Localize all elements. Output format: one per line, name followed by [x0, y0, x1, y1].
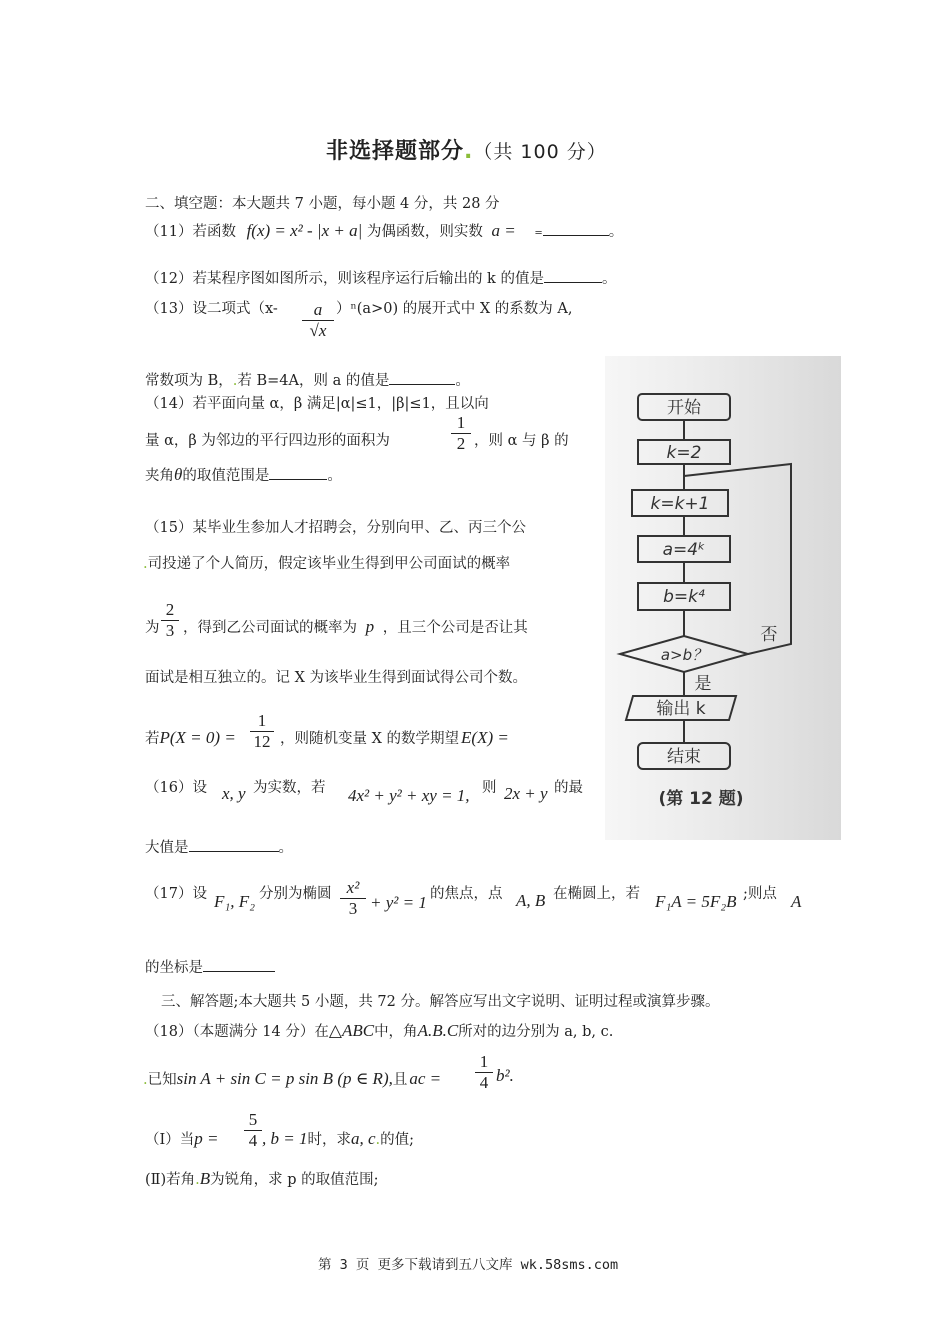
q14-line2b: ，则 α 与 β 的 [474, 433, 569, 449]
q18-line2 [143, 1068, 441, 1089]
q14-frac-den: 2 [456, 434, 466, 453]
q13-frac-den: √x [309, 321, 327, 340]
q18-prefix: （18）（本题满分 14 分）在 [145, 1024, 329, 1040]
q13-line1 [145, 297, 278, 318]
q15-line1: （15）某毕业生参加人才招聘会，分别向甲、乙、丙三个公 [145, 520, 526, 536]
q15-line5a: 若 [145, 731, 160, 747]
title-sub: （共 100 分） [473, 141, 607, 163]
q15-ex: E(X) = [461, 728, 509, 747]
q17-frac-den: 3 [348, 899, 358, 918]
q16-then: 则 [482, 780, 497, 796]
q14-end: 。 [327, 468, 342, 484]
q16-line2 [145, 836, 293, 857]
q13-end: 。 [455, 373, 470, 389]
q17-fraction [340, 878, 366, 919]
q11-formula: f(x) = x² - |x + a| [246, 221, 363, 240]
q17-tail: ;则点 [743, 886, 777, 902]
q15-line2-text: 司投递了个人简历，假定该毕业生得到甲公司面试的概率 [147, 556, 511, 572]
q12 [145, 267, 616, 288]
q18-line1 [145, 1020, 613, 1041]
q13-frac-num: a [302, 300, 334, 321]
q17-line2 [145, 956, 275, 977]
q18-part2a: (Ⅱ)若角 [145, 1172, 196, 1188]
q14-line3b: 的取值范围是 [182, 468, 270, 484]
q17-pts: A, B [516, 891, 546, 910]
q15-p: p [365, 617, 375, 636]
flow-init-label: k=2 [666, 443, 702, 463]
q15-line5b: ，则随机变量 X 的数学期望 [280, 731, 460, 747]
q18-b2: b². [496, 1066, 514, 1085]
q15-frac-den: 3 [165, 621, 175, 640]
q18-condition: sin A + sin C = p sin B (p ∈ R), [176, 1069, 393, 1088]
q18-part1-fraction [244, 1110, 262, 1151]
flow-decision-label: a>b？ [660, 646, 708, 664]
q18-part1d: 的值; [380, 1132, 415, 1148]
q16-end: 。 [278, 840, 293, 856]
q13-dot: . [232, 373, 238, 389]
q13-fraction [302, 300, 334, 341]
q16-tail: 的最 [554, 780, 583, 796]
title-dot: . [464, 139, 474, 164]
flow-end-label: 结束 [667, 747, 701, 767]
q17-eq: + y² = 1 [370, 893, 427, 912]
q14-line3 [145, 464, 342, 485]
q15-frac2-den: 12 [253, 732, 271, 751]
q13-line2b: 若 B=4A，则 a 的值是 [237, 373, 390, 389]
q18-part1a: （Ⅰ）当 [145, 1132, 195, 1148]
q13-prefix: （13）设二项式（x- [145, 301, 278, 317]
q12-end: 。 [601, 271, 617, 287]
q18-part1c: 时，求 [307, 1132, 351, 1148]
flow-output-label: 输出 k [656, 699, 706, 719]
q14-theta: θ [174, 465, 183, 484]
q18-part1-ac: a, c [350, 1129, 376, 1148]
q16-mid: 为实数，若 [253, 780, 326, 796]
flow-start-label: 开始 [667, 398, 701, 418]
flow-yes-label: 是 [694, 674, 712, 694]
q16-answer-blank[interactable] [189, 837, 279, 852]
q18-line2a: 已知 [147, 1072, 177, 1088]
q15-dot: . [143, 556, 148, 572]
q12-text: （12）若某程序图如图所示，则该程序运行后输出的 k 的值是 [145, 271, 544, 287]
q18-ac: ac = [409, 1069, 442, 1088]
q18-frac-den: 4 [479, 1073, 489, 1092]
q18-part2c: 为锐角，求 p 的取值范围; [210, 1172, 379, 1188]
flow-caption: (第 12 题) [658, 789, 744, 809]
q17-vec: F₁A = 5F₂B [655, 892, 737, 911]
q15-fraction2 [250, 711, 274, 752]
q16-expr: 2x + y [504, 784, 548, 803]
q11 [145, 220, 623, 241]
q18-part1-p: p = [194, 1129, 219, 1148]
q18-part1-tail [262, 1128, 414, 1149]
flow-step2-label: a=4ᵏ [662, 540, 706, 560]
flow-step1-label: k=k+1 [650, 494, 710, 514]
q11-mid: 为偶函数，则实数 [366, 224, 483, 240]
q11-answer-blank[interactable] [543, 221, 609, 236]
q14-frac-num: 1 [451, 413, 471, 434]
q15-line3a: 为 [145, 620, 160, 636]
page-footer: 第 3 页 更多下载请到五八文库 wk.58sms.com [318, 1257, 619, 1273]
q15-line3 [183, 616, 528, 637]
q17-frac-num: x² [340, 878, 366, 899]
q18-part1-dot: . [375, 1132, 381, 1148]
q12-answer-blank[interactable] [544, 268, 602, 283]
flowchart-figure [605, 356, 841, 840]
q17-mid2: 的焦点，点 [430, 886, 503, 902]
flow-no-label: 否 [760, 625, 778, 645]
q18-part1b: , b = 1 [262, 1129, 308, 1148]
q17-mid3: 在椭圆上，若 [553, 886, 640, 902]
q16-line2-text: 大值是 [145, 840, 189, 856]
q17-line2-text: 的坐标是 [145, 960, 203, 976]
q18-line2b: 且 [392, 1072, 408, 1088]
page-title [326, 134, 607, 165]
q13-suffix: ）ⁿ(a>0) 的展开式中 X 的系数为 A, [336, 301, 573, 317]
q18-triangle: △ABC [328, 1021, 375, 1040]
q11-prefix: （11）若函数 [145, 224, 236, 240]
q18-part1-frac-num: 5 [244, 1110, 262, 1131]
q17-prefix: （17）设 [145, 886, 207, 902]
q11-var: a = [491, 221, 516, 240]
q15-line3b: ，得到乙公司面试的概率为 [183, 620, 357, 636]
q15-line5-tail [280, 727, 509, 748]
q15-line3c: ，且三个公司是否让其 [382, 620, 528, 636]
q17-point-a: A [791, 892, 802, 911]
q16-vars: x, y [222, 784, 246, 803]
q16-line1 [145, 776, 207, 797]
q18-part2-b: B [199, 1169, 211, 1188]
q15-fraction [161, 600, 179, 641]
q18-mid: 中，角 [374, 1024, 418, 1040]
q17-answer-blank[interactable] [203, 957, 275, 972]
q15-px: P(X = 0) = [159, 728, 236, 747]
q14-fraction [451, 413, 471, 454]
q14-answer-blank[interactable] [269, 465, 327, 480]
q18-frac-num: 1 [475, 1052, 493, 1073]
q18-part1 [145, 1128, 218, 1149]
q14-line2a: 量 α，β 为邻边的平行四边形的面积为 [145, 433, 390, 449]
q11-eq: = [534, 228, 543, 239]
q14-line1: （14）若平面向量 α，β 满足|α|≤1，|β|≤1，且以向 [145, 396, 489, 412]
q18-part2 [145, 1168, 379, 1189]
q16-formula: 4x² + y² + xy = 1, [348, 786, 470, 805]
q16-prefix: （16）设 [145, 780, 207, 796]
q18-fraction [475, 1052, 493, 1093]
q11-end: 。 [608, 224, 624, 240]
q17-mid: 分别为椭圆 [259, 886, 332, 902]
q14-line3a: 夹角 [145, 468, 174, 484]
q15-frac-num: 2 [161, 600, 179, 621]
q13-answer-blank[interactable] [389, 370, 455, 385]
section2-heading: 二、填空题：本大题共 7 小题，每小题 4 分，共 28 分 [145, 196, 500, 212]
flow-step3-label: b=k⁴ [663, 587, 705, 607]
q18-part1-frac-den: 4 [248, 1131, 258, 1150]
q15-line5 [145, 727, 236, 748]
title-main: 非选择题部分 [326, 139, 465, 164]
q18-dot: . [143, 1072, 148, 1088]
q13-line2 [145, 369, 470, 390]
q15-line4: 面试是相互独立的。记 X 为该毕业生得到面试得公司个数。 [145, 670, 528, 686]
flowchart-svg [605, 356, 841, 840]
q15-line2 [143, 552, 510, 573]
q18-part2-dot: . [195, 1172, 200, 1188]
q13-line2a: 常数项为 B， [145, 373, 233, 389]
q15-frac2-num: 1 [250, 711, 274, 732]
q18-tail: 所对的边分别为 a, b, c. [458, 1024, 614, 1040]
q17-foci: F₁, F₂ [214, 892, 256, 911]
section3-heading: 三、解答题;本大题共 5 小题，共 72 分。解答应写出文字说明、证明过程或演算步骤。 [161, 994, 720, 1010]
q18-angles: A.B.C [417, 1021, 459, 1040]
